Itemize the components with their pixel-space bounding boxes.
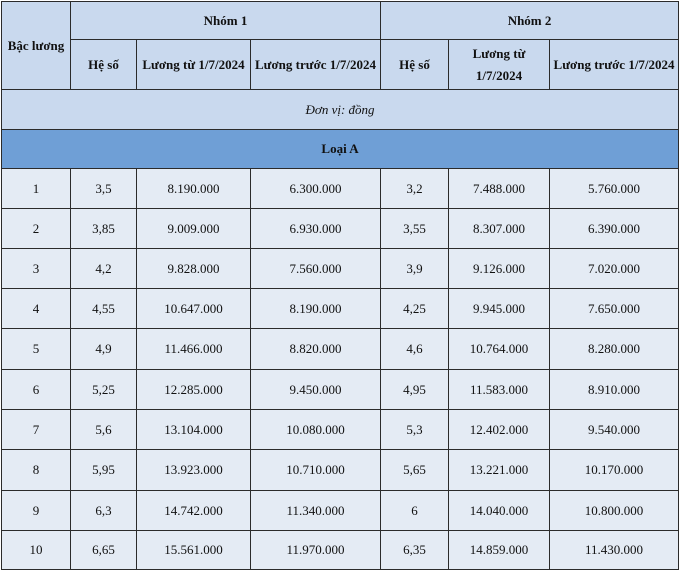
g1-luong-tu-cell: 15.561.000 bbox=[137, 531, 251, 570]
g2-luong-truoc-cell: 7.020.000 bbox=[550, 249, 679, 289]
bac-luong-cell: 1 bbox=[2, 169, 71, 209]
table-row bbox=[2, 531, 679, 570]
g1-luong-tu-cell: 13.104.000 bbox=[137, 410, 251, 450]
g2-luong-truoc-cell: 11.430.000 bbox=[550, 531, 679, 570]
g2-luong-tu-cell: 8.307.000 bbox=[449, 209, 550, 249]
header-g2-luong-truoc: Lương trước 1/7/2024 bbox=[550, 40, 679, 90]
table-row bbox=[2, 289, 679, 329]
g2-luong-tu-cell: 7.488.000 bbox=[449, 169, 550, 209]
salary-rows bbox=[2, 169, 679, 570]
bac-luong-cell: 10 bbox=[2, 531, 71, 570]
g1-he-so-cell: 4,2 bbox=[71, 249, 137, 289]
g2-luong-truoc-cell: 9.540.000 bbox=[550, 410, 679, 450]
table-row bbox=[2, 209, 679, 249]
table-row bbox=[2, 410, 679, 450]
g2-luong-tu-cell: 11.583.000 bbox=[449, 370, 550, 410]
bac-luong-cell: 3 bbox=[2, 249, 71, 289]
table-row bbox=[2, 370, 679, 410]
g2-he-so-cell: 4,95 bbox=[381, 370, 449, 410]
g1-he-so-cell: 5,25 bbox=[71, 370, 137, 410]
bac-luong-cell: 5 bbox=[2, 329, 71, 370]
unit-note: Đơn vị: đồng bbox=[2, 90, 679, 130]
g2-luong-truoc-cell: 6.390.000 bbox=[550, 209, 679, 249]
g1-luong-truoc-cell: 6.300.000 bbox=[251, 169, 381, 209]
bac-luong-cell: 6 bbox=[2, 370, 71, 410]
table-row bbox=[2, 249, 679, 289]
salary-table bbox=[1, 1, 679, 570]
header-group-2: Nhóm 2 bbox=[381, 2, 679, 40]
header-group-1: Nhóm 1 bbox=[71, 2, 381, 40]
g1-luong-truoc-cell: 9.450.000 bbox=[251, 370, 381, 410]
g1-he-so-cell: 5,6 bbox=[71, 410, 137, 450]
table-row bbox=[2, 329, 679, 370]
g2-luong-truoc-cell: 10.170.000 bbox=[550, 450, 679, 491]
g1-luong-truoc-cell: 8.190.000 bbox=[251, 289, 381, 329]
g1-he-so-cell: 3,85 bbox=[71, 209, 137, 249]
table-row bbox=[2, 169, 679, 209]
g2-luong-tu-cell: 9.126.000 bbox=[449, 249, 550, 289]
g2-luong-truoc-cell: 7.650.000 bbox=[550, 289, 679, 329]
g2-luong-truoc-cell: 8.280.000 bbox=[550, 329, 679, 370]
g1-luong-tu-cell: 12.285.000 bbox=[137, 370, 251, 410]
bac-luong-cell: 7 bbox=[2, 410, 71, 450]
g1-luong-truoc-cell: 11.340.000 bbox=[251, 491, 381, 531]
g1-he-so-cell: 6,65 bbox=[71, 531, 137, 570]
g1-luong-truoc-cell: 8.820.000 bbox=[251, 329, 381, 370]
g2-luong-tu-cell: 14.859.000 bbox=[449, 531, 550, 570]
g2-he-so-cell: 5,65 bbox=[381, 450, 449, 491]
bac-luong-cell: 2 bbox=[2, 209, 71, 249]
g2-he-so-cell: 5,3 bbox=[381, 410, 449, 450]
g2-luong-truoc-cell: 5.760.000 bbox=[550, 169, 679, 209]
g1-luong-tu-cell: 10.647.000 bbox=[137, 289, 251, 329]
g1-luong-truoc-cell: 10.080.000 bbox=[251, 410, 381, 450]
g2-luong-tu-cell: 9.945.000 bbox=[449, 289, 550, 329]
g2-luong-tu-cell: 10.764.000 bbox=[449, 329, 550, 370]
g2-luong-tu-cell: 14.040.000 bbox=[449, 491, 550, 531]
g1-luong-tu-cell: 13.923.000 bbox=[137, 450, 251, 491]
table-row bbox=[2, 450, 679, 491]
g1-he-so-cell: 5,95 bbox=[71, 450, 137, 491]
g2-luong-truoc-cell: 8.910.000 bbox=[550, 370, 679, 410]
g1-luong-tu-cell: 14.742.000 bbox=[137, 491, 251, 531]
g2-he-so-cell: 3,55 bbox=[381, 209, 449, 249]
g2-he-so-cell: 6 bbox=[381, 491, 449, 531]
g2-he-so-cell: 6,35 bbox=[381, 531, 449, 570]
g2-he-so-cell: 3,2 bbox=[381, 169, 449, 209]
g1-luong-tu-cell: 9.828.000 bbox=[137, 249, 251, 289]
header-g2-luong-tu: Lương từ 1/7/2024 bbox=[449, 40, 550, 90]
bac-luong-cell: 8 bbox=[2, 450, 71, 491]
g1-luong-truoc-cell: 10.710.000 bbox=[251, 450, 381, 491]
table-row bbox=[2, 491, 679, 531]
g1-luong-truoc-cell: 7.560.000 bbox=[251, 249, 381, 289]
g1-he-so-cell: 6,3 bbox=[71, 491, 137, 531]
bac-luong-cell: 9 bbox=[2, 491, 71, 531]
g2-he-so-cell: 3,9 bbox=[381, 249, 449, 289]
category-row: Loại A bbox=[2, 130, 679, 169]
header-bac-luong: Bậc lương bbox=[2, 2, 71, 90]
g2-he-so-cell: 4,25 bbox=[381, 289, 449, 329]
g1-luong-tu-cell: 8.190.000 bbox=[137, 169, 251, 209]
g2-luong-truoc-cell: 10.800.000 bbox=[550, 491, 679, 531]
g2-luong-tu-cell: 13.221.000 bbox=[449, 450, 550, 491]
g1-he-so-cell: 3,5 bbox=[71, 169, 137, 209]
g1-luong-tu-cell: 9.009.000 bbox=[137, 209, 251, 249]
header-g1-luong-truoc: Lương trước 1/7/2024 bbox=[251, 40, 381, 90]
g1-he-so-cell: 4,9 bbox=[71, 329, 137, 370]
g1-luong-tu-cell: 11.466.000 bbox=[137, 329, 251, 370]
g2-luong-tu-cell: 12.402.000 bbox=[449, 410, 550, 450]
g1-luong-truoc-cell: 11.970.000 bbox=[251, 531, 381, 570]
g1-he-so-cell: 4,55 bbox=[71, 289, 137, 329]
g2-he-so-cell: 4,6 bbox=[381, 329, 449, 370]
header-g2-he-so: Hệ số bbox=[381, 40, 449, 90]
header-g1-he-so: Hệ số bbox=[71, 40, 137, 90]
header-g1-luong-tu: Lương từ 1/7/2024 bbox=[137, 40, 251, 90]
bac-luong-cell: 4 bbox=[2, 289, 71, 329]
g1-luong-truoc-cell: 6.930.000 bbox=[251, 209, 381, 249]
